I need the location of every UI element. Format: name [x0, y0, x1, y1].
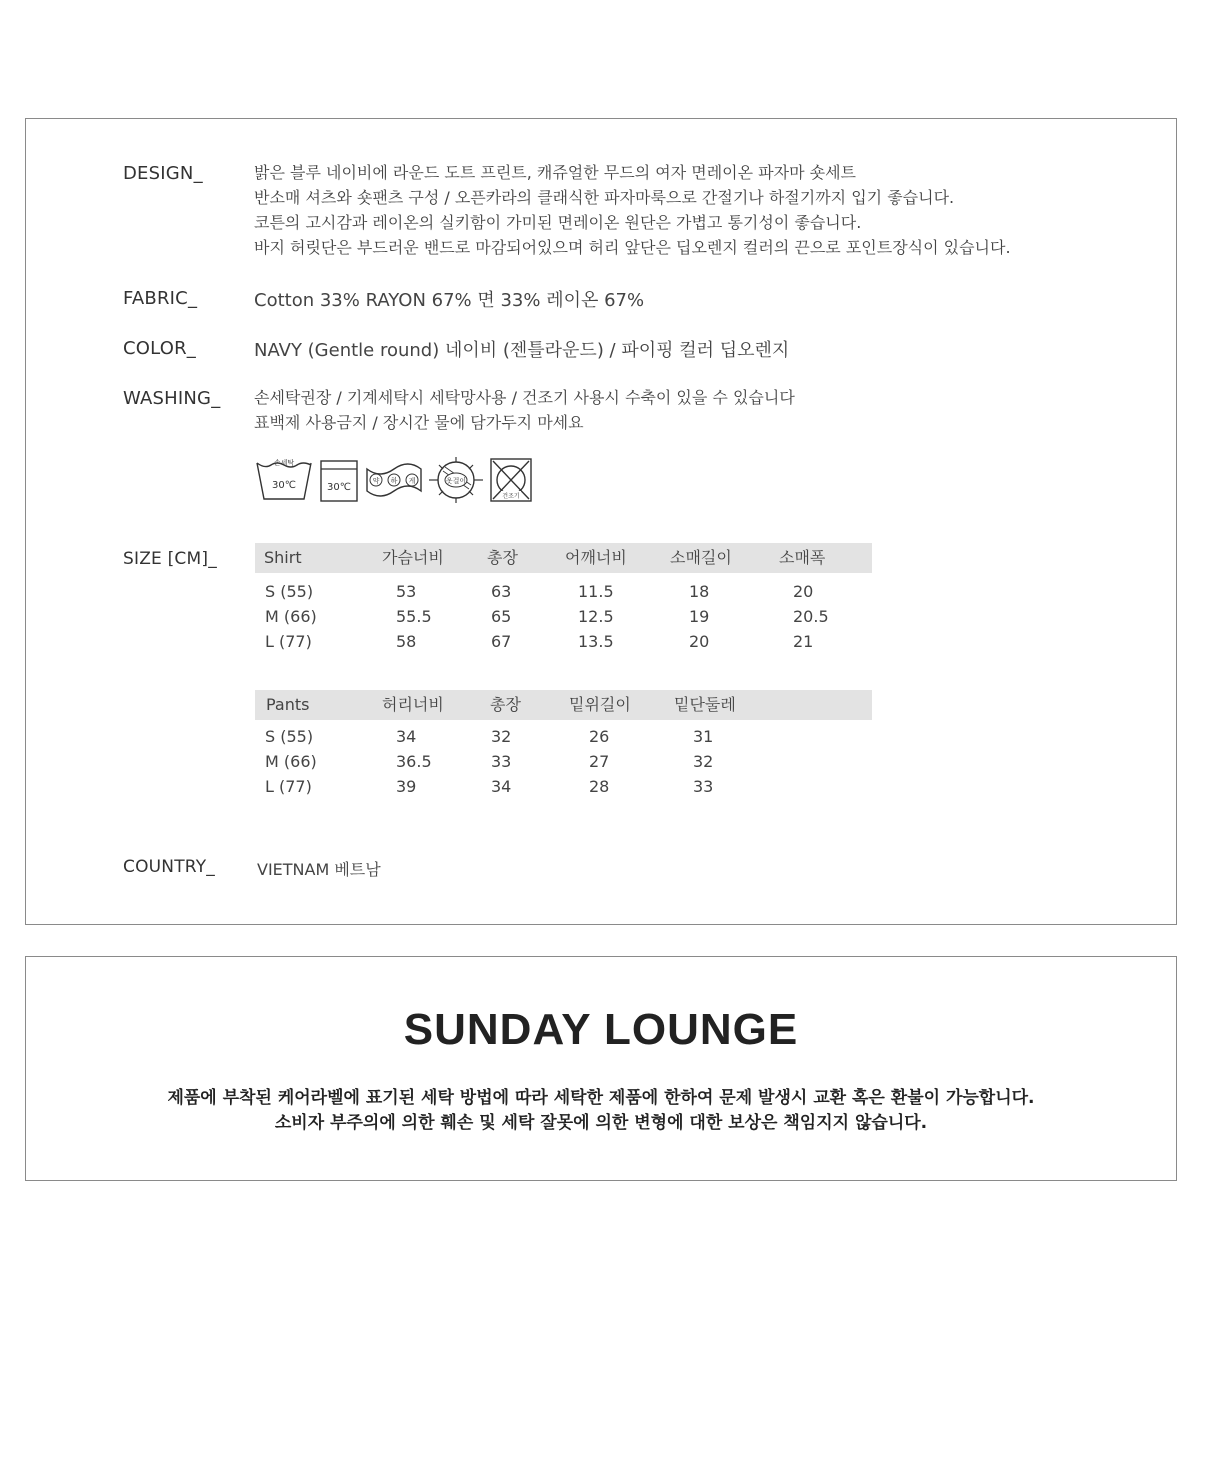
svg-text:옷걸이: 옷걸이 [445, 477, 467, 485]
column-header: 총장 [487, 548, 518, 567]
column-header: 어깨너비 [565, 548, 627, 567]
country-label: COUNTRY_ [123, 857, 216, 877]
design-label: DESIGN_ [123, 163, 203, 184]
table-cell: M (66) [265, 752, 317, 771]
table-cell: 21 [793, 632, 814, 651]
table-cell: L (77) [265, 777, 312, 796]
column-header: 소매폭 [779, 548, 826, 567]
column-header: Pants [266, 695, 310, 714]
column-header: 소매길이 [670, 548, 732, 567]
table-cell: 33 [693, 777, 714, 796]
table-cell: 67 [491, 632, 512, 651]
shirt-size-table [255, 543, 872, 654]
table-cell: S (55) [265, 727, 314, 746]
table-cell: 12.5 [578, 607, 614, 626]
table-cell: 53 [396, 582, 417, 601]
svg-text:건조기: 건조기 [502, 493, 520, 500]
table-cell: S (55) [265, 582, 314, 601]
table-cell: 19 [689, 607, 710, 626]
table-cell: 11.5 [578, 582, 614, 601]
table-row [255, 604, 872, 629]
design-description [254, 160, 1011, 260]
country-value: VIETNAM 베트남 [257, 860, 381, 879]
table-header [255, 690, 872, 720]
table-cell: 26 [589, 727, 610, 746]
table-cell: 39 [396, 777, 417, 796]
table-cell: 63 [491, 582, 512, 601]
color-label: COLOR_ [123, 338, 196, 359]
table-cell: 36.5 [396, 752, 432, 771]
gentle-icon [365, 457, 423, 503]
table-cell: 27 [589, 752, 610, 771]
column-header: 가슴너비 [382, 548, 444, 567]
table-row [255, 724, 872, 749]
hang-dry-icon [429, 457, 483, 503]
table-cell: 18 [689, 582, 710, 601]
design-line: 바지 허릿단은 부드러운 밴드로 마감되어있으며 허리 앞단은 딥오렌지 컬러의 끈으로 포인트장식이 있습니다. [254, 238, 1011, 257]
table-cell: 58 [396, 632, 417, 651]
table-cell: L (77) [265, 632, 312, 651]
table-cell: 13.5 [578, 632, 614, 651]
table-cell: 34 [396, 727, 417, 746]
brand-logo: SUNDAY LOUNGE [403, 1005, 799, 1054]
washing-line: 손세탁권장 / 기계세탁시 세탁망사용 / 건조기 사용시 수축이 있을 수 있습니다 [254, 388, 795, 407]
table-cell: M (66) [265, 607, 317, 626]
table-row [255, 629, 872, 654]
pants-size-table [255, 690, 872, 799]
table-cell: 55.5 [396, 607, 432, 626]
notice-line: 제품에 부착된 케어라벨에 표기된 세탁 방법에 따라 세탁한 제품에 한하여 문제 발생시 교환 혹은 환불이 가능합니다. [167, 1088, 1035, 1108]
table-cell: 32 [693, 752, 714, 771]
product-spec-panel [25, 118, 1177, 925]
washing-label: WASHING_ [123, 388, 221, 409]
fabric-label: FABRIC_ [123, 288, 198, 309]
svg-text:30℃: 30℃ [272, 480, 296, 491]
design-line: 코튼의 고시감과 레이온의 실키함이 가미된 면레이온 원단은 가볍고 통기성이 좋습니다. [254, 213, 862, 232]
table-row [255, 749, 872, 774]
color-value: NAVY (Gentle round) 네이비 (젠틀라운드) / 파이핑 컬러 딥오렌지 [254, 340, 790, 361]
design-line: 밝은 블루 네이비에 라운드 도트 프린트, 캐쥬얼한 무드의 여자 면레이온 파자마 숏세트 [254, 163, 856, 182]
svg-text:하: 하 [390, 477, 398, 485]
machine-wash-icon [319, 457, 359, 503]
brand-notice-panel [25, 956, 1177, 1181]
svg-text:손세탁: 손세탁 [273, 459, 295, 467]
table-row [255, 774, 872, 799]
table-cell: 65 [491, 607, 512, 626]
table-cell: 31 [693, 727, 714, 746]
table-cell: 34 [491, 777, 512, 796]
fabric-value: Cotton 33% RAYON 67% 면 33% 레이온 67% [254, 290, 645, 311]
column-header: Shirt [264, 548, 302, 567]
svg-text:30℃: 30℃ [327, 482, 351, 493]
table-cell: 32 [491, 727, 512, 746]
table-cell: 33 [491, 752, 512, 771]
svg-text:약: 약 [372, 477, 380, 485]
care-icons [255, 457, 535, 505]
design-line: 반소매 셔츠와 숏팬츠 구성 / 오픈카라의 클래식한 파자마룩으로 간절기나 하절기까지 입기 좋습니다. [254, 188, 955, 207]
table-header [255, 543, 872, 573]
column-header: 밑위길이 [569, 695, 631, 714]
size-label: SIZE [CM]_ [123, 549, 217, 569]
washing-instructions [254, 385, 795, 435]
no-tumble-dry-icon [489, 457, 533, 503]
washing-line: 표백제 사용금지 / 장시간 물에 담가두지 마세요 [254, 413, 584, 432]
column-header: 총장 [490, 695, 521, 714]
table-row [255, 579, 872, 604]
table-cell: 20 [689, 632, 710, 651]
svg-text:게: 게 [408, 477, 416, 485]
column-header: 허리너비 [382, 695, 444, 714]
table-cell: 20 [793, 582, 814, 601]
table-cell: 20.5 [793, 607, 829, 626]
notice-line: 소비자 부주의에 의한 훼손 및 세탁 잘못에 의한 변형에 대한 보상은 책임지지 않습니다. [274, 1113, 928, 1133]
table-cell: 28 [589, 777, 610, 796]
column-header: 밑단둘레 [674, 695, 736, 714]
hand-wash-icon [255, 457, 313, 503]
